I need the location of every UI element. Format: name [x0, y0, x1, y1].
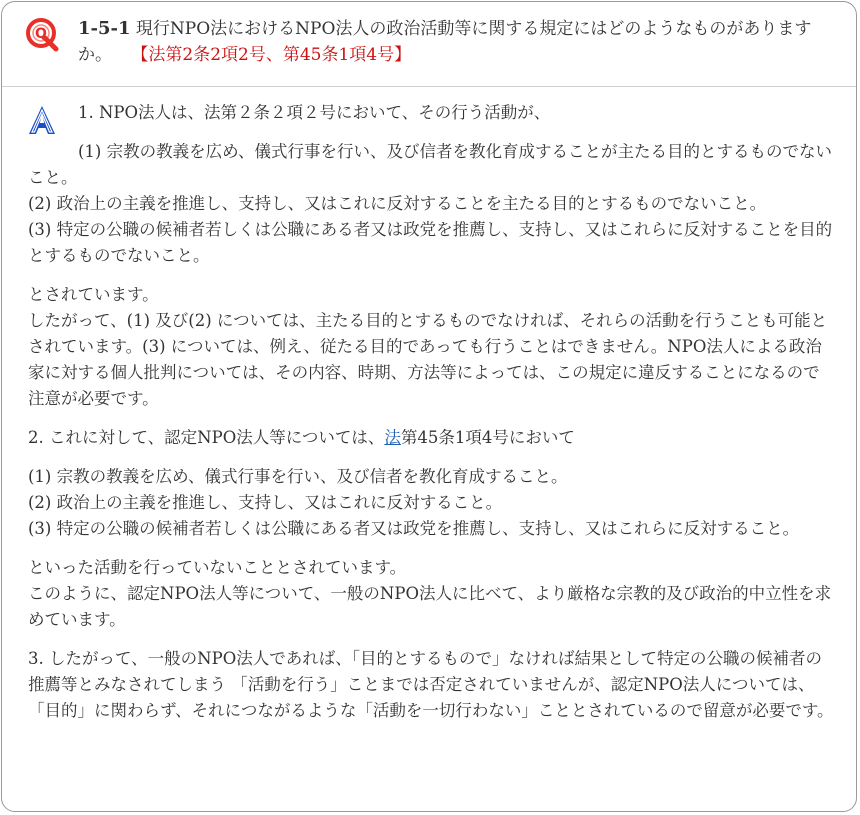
law-link[interactable]: 法 — [384, 428, 401, 447]
answer-p3-item-1: (1) 宗教の教義を広め、儀式行事を行い、及び信者を教化育成すること。 — [28, 467, 568, 486]
answer-p3-before: 2. これに対して、認定NPO法人等については、 — [28, 428, 385, 447]
answer-paragraph-5: 3. したがって、一般のNPO法人であれば、「目的とするもので」なければ結果として特定の公職の候補者の推薦等とみなされてしまう 「活動を行う」ことまでは否定されていませんが、認定NPO法人については、「目的」に関わらず、それにつながるような「活動を一切行わない」こととされているので留意が必要です。 — [28, 649, 834, 720]
answer-paragraph-2-line-1: とされています。 — [28, 285, 159, 304]
answer-p3-item-2: (2) 政治上の主義を推進し、支持し、又はこれに反対すること。 — [28, 493, 503, 512]
answer-p3-after: 第45条1項4号において — [400, 428, 575, 447]
answer-paragraph-2-line-2: したがって、(1) 及び(2) については、主たる目的とするものでなければ、それらの活動を行うことも可能とされています。(3) については、例え、従たる目的であっても行うことはできません。NPO法人による政治家に対する個人批判については、その内容、時期、方法等によっては、この規定に違反することになるので注意が必要です。 — [28, 311, 828, 408]
question-reference: 【法第2条2項2号、第45条1項4号】 — [131, 45, 412, 65]
question-section — [2, 2, 856, 87]
answer-p1-item-2: (2) 政治上の主義を推進し、支持し、又はこれに反対することを主たる目的とするものでないこと。 — [28, 194, 767, 213]
question-number: 1-5-1 — [78, 18, 131, 39]
answer-paragraph-4-line-2: このように、認定NPO法人等について、一般のNPO法人に比べて、より厳格な宗教的及び政治的中立性を求めています。 — [28, 584, 832, 629]
answer-paragraph-1: 1. NPO法人は、法第２条２項２号において、その行う活動が、 — [78, 103, 551, 122]
question-badge-icon — [24, 16, 60, 52]
answer-p3-item-3: (3) 特定の公職の候補者若しくは公職にある者又は政党を推薦し、支持し、又はこれらに反対すること。 — [28, 519, 800, 538]
answer-p1-item-1: (1) 宗教の教義を広め、儀式行事を行い、及び信者を教化育成することが主たる目的とするものでないこと。 — [28, 142, 832, 187]
question-text-block — [78, 16, 828, 68]
faq-card — [1, 1, 857, 812]
svg-text:Q: Q — [35, 26, 47, 42]
answer-paragraph-3 — [28, 425, 836, 451]
question-text: 現行NPO法におけるNPO法人の政治活動等に関する規定にはどのようなものがありますか。 — [78, 19, 812, 65]
answer-body — [28, 100, 836, 724]
answer-paragraph-4-line-1: といった活動を行っていないこととされています。 — [28, 558, 407, 577]
answer-p1-item-3: (3) 特定の公職の候補者若しくは公職にある者又は政党を推薦し、支持し、又はこれらに反対することを目的とするものでないこと。 — [28, 220, 833, 265]
